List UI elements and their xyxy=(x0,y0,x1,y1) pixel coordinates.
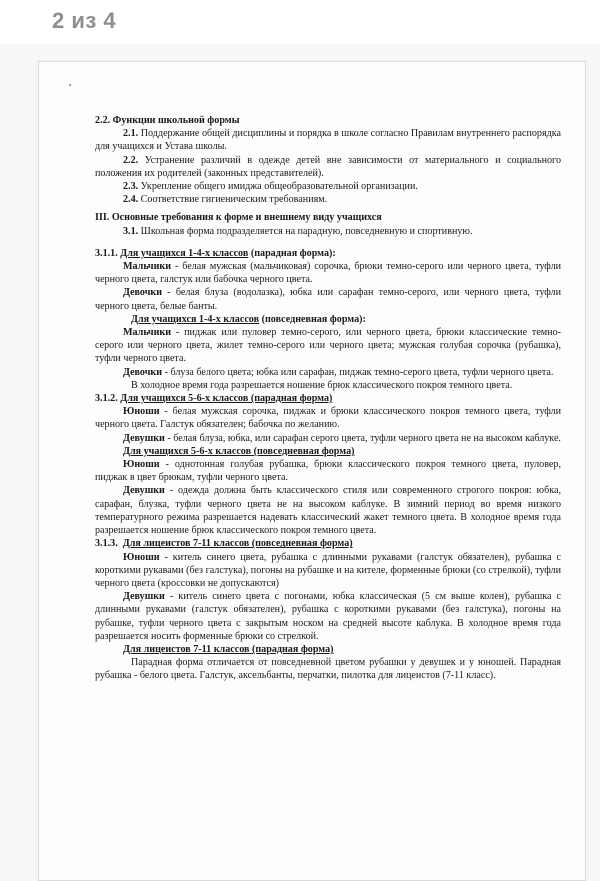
cold-weather-1-4: В холодное время года разрешается ношение брюк классического покроя темного цвета. xyxy=(131,379,513,391)
girls-1-4-parade: Девочки - белая блуза (водолазка), юбка или сарафан темно-серого, или черного цвета, туфли черного цвета, белые банты. xyxy=(95,287,561,312)
heading-7-11-parade: Для лицеистов 7-11 классов (парадная форма) xyxy=(123,643,334,655)
heading-5-6-daily: Для учащихся 5-6-х классов (повседневная форма) xyxy=(123,445,355,457)
scan-speck xyxy=(69,84,71,86)
heading-3-1-1: 3.1.1. Для учащихся 1-4-х классов (парадная форма): xyxy=(95,247,336,259)
girls-5-6-parade: Девушки - белая блуза, юбка, или сарафан серого цвета, туфли черного цвета не на высоком каблуке. xyxy=(123,432,561,444)
girls-7-11-daily: Девушки - китель синего цвета с погонами, юбка классическая (5 см выше колен), рубашка с длинными рукавами (галстук обязателен), рубашка с короткими рукавами (без галстука), погоны на рубашке, туфли черного цвета с закрытым носком на средней высоте каблука. В холодное время года разрешается носить форменные брюки со стрелкой. xyxy=(95,591,561,642)
boys-1-4-daily: Мальчики - пиджак или пуловер темно-серого, или черного цвета, брюки классические темно-серого или черного цвета, жилет темно-серого или черного цвета; мужская голубая сорочка (рубашка), туфли черного цвета. xyxy=(95,327,561,365)
boys-5-6-daily: Юноши - однотонная голубая рубашка, брюки классического покроя темного цвета, пуловер, пиджак в цвет брюкам, туфли черного цвета. xyxy=(95,459,561,484)
section-title-2-2: 2.2. Функции школьной формы xyxy=(95,115,240,126)
section-title-3: III. Основные требования к форме и внешнему виду учащихся xyxy=(95,212,382,224)
page-counter: 2 из 4 xyxy=(52,8,117,33)
document-page xyxy=(38,61,586,881)
parade-7-11-text: Парадная форма отличается от повседневной цветом рубашки у девушек и у юношей. Парадная рубашка - белого цвета. Галстук, аксельбанты, перчатки, пилотка для лицеистов (7-11 класс). xyxy=(95,657,561,682)
girls-5-6-daily: Девушки - одежда должна быть классического стиля или современного строгого покроя: юбка, сарафан, блузка, туфли черного цвета не на высоком каблуке. В зимний период во время низкого температурного режима разрешается надевать классический жакет темного цвета. В холодное время года разрешается ношение брюк классического покроя темного цвета. xyxy=(95,485,561,537)
heading-1-4-daily: Для учащихся 1-4-х классов (повседневная форма): xyxy=(131,313,366,325)
boys-5-6-parade: Юноши - белая мужская сорочка, пиджак и брюки классического покроя темного цвета, туфли черного цвета. Галстук обязателен; бабочка по желанию. xyxy=(95,406,561,431)
paragraph-3-1: 3.1. Школьная форма подразделяется на парадную, повседневную и спортивную. xyxy=(123,225,473,237)
girls-1-4-daily: Девочки - блуза белого цвета; юбка или сарафан, пиджак темно-серого цвета, туфли черного цвета. xyxy=(123,366,554,378)
document-viewer[interactable] xyxy=(0,44,600,881)
heading-3-1-2: 3.1.2. Для учащихся 5-6-х классов (парадная форма) xyxy=(95,393,333,405)
boys-1-4-parade: Мальчики - белая мужская (мальчиковая) сорочка, брюки темно-серого или черного цвета, туфли черного цвета, галстук или бабочка черного цвета. xyxy=(95,261,562,286)
page-content xyxy=(95,114,561,683)
paragraph-2-3: 2.3. Укрепление общего имиджа общеобразовательной организации. xyxy=(123,181,418,193)
paragraph-2-1: 2.1. Поддержание общей дисциплины и порядка в школе согласно Правилам внутреннего распорядка для учащихся и Устава школы. xyxy=(95,128,561,153)
heading-3-1-3: 3.1.3. Для лицеистов 7-11 классов (повседневная форма) xyxy=(95,538,353,550)
paragraph-2-2: 2.2. Устранение различий в одежде детей вне зависимости от материального и социального положения их родителей (законных представителей). xyxy=(95,154,561,179)
boys-7-11-daily: Юноши - китель синего цвета, рубашка с длинными рукавами (галстук обязателен), рубашка с короткими рукавами (без галстука), погоны на рубашке и на кителе, форменные брюки (со стрелкой), туфли черного цвета (кроссовки не допускаются) xyxy=(95,551,561,589)
viewer-toolbar xyxy=(0,0,600,44)
paragraph-2-4: 2.4. Соответствие гигиеническим требованиям. xyxy=(123,194,328,206)
